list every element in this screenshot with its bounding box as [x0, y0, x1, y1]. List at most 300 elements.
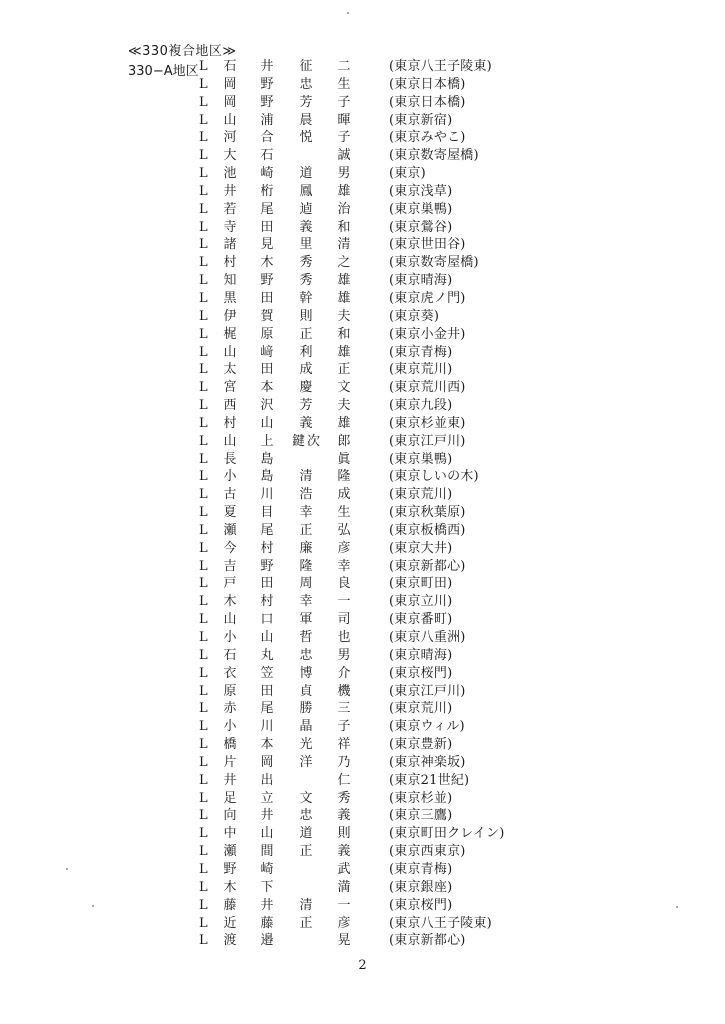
member-name-part: 木 — [260, 255, 274, 271]
member-club: (東京晴海) — [389, 647, 453, 663]
member-club: (東京青梅) — [389, 344, 453, 360]
member-prefix: L — [199, 130, 208, 146]
member-name-part: 上 — [260, 433, 274, 449]
member-name-part: 廉 — [299, 540, 315, 556]
member-name-part: 出 — [260, 772, 274, 788]
member-name-part: 軍 — [299, 612, 315, 628]
member-row — [0, 468, 725, 486]
member-club: (東京江戸川) — [389, 683, 466, 699]
member-club: (東京銀座) — [389, 879, 453, 895]
member-row — [0, 94, 725, 112]
member-name-part: 賀 — [260, 308, 274, 324]
member-name-part: 山 — [223, 433, 237, 449]
member-name-part: 﨑 — [260, 344, 274, 360]
member-row — [0, 700, 725, 718]
member-name-part: 眞 — [337, 451, 351, 467]
member-club: (東京世田谷) — [389, 237, 466, 253]
member-row — [0, 932, 725, 950]
member-name-part: 晃 — [337, 933, 351, 949]
member-name-part: 瀬 — [223, 522, 237, 538]
member-prefix: L — [199, 255, 208, 271]
member-name-part: 瀬 — [223, 844, 237, 860]
member-prefix: L — [199, 844, 208, 860]
member-name-part: 子 — [337, 130, 351, 146]
member-club: (東京秋葉原) — [389, 505, 466, 521]
member-row — [0, 58, 725, 76]
member-name-part: 小 — [223, 630, 237, 645]
member-club: (東京新都心) — [389, 558, 466, 574]
member-name-part: 文 — [337, 380, 351, 396]
member-name-part: 石 — [223, 59, 237, 74]
member-club: (東京荒川) — [389, 362, 453, 378]
member-name-part: 幹 — [299, 290, 315, 306]
member-row — [0, 575, 725, 593]
member-name-part: 太 — [223, 362, 237, 378]
member-prefix: L — [199, 380, 208, 396]
member-name-part: 正 — [299, 915, 315, 931]
member-name-part: 正 — [299, 844, 315, 860]
member-prefix: L — [199, 433, 208, 449]
member-name-part: 鍵次 — [292, 433, 323, 449]
member-name-part: 洋 — [299, 754, 315, 770]
member-name-part: 向 — [223, 808, 237, 824]
member-name-part: 幸 — [299, 505, 315, 521]
member-row — [0, 718, 725, 736]
member-prefix: L — [199, 594, 208, 610]
member-name-part: 小 — [223, 469, 237, 485]
member-name-part: 彦 — [337, 915, 351, 931]
member-name-part: 之 — [337, 255, 351, 271]
member-prefix: L — [199, 469, 208, 485]
member-name-part: 二 — [337, 59, 351, 74]
member-club: (東京九段) — [389, 398, 453, 414]
member-row — [0, 915, 725, 933]
member-row — [0, 112, 725, 130]
member-name-part: 桁 — [260, 183, 274, 199]
member-row — [0, 611, 725, 629]
member-name-part: 尾 — [260, 522, 274, 538]
member-club: (東京日本橋) — [389, 76, 466, 92]
member-row — [0, 415, 725, 433]
member-club: (東京町田) — [389, 576, 453, 592]
member-row — [0, 558, 725, 576]
member-name-part: 渡 — [223, 933, 237, 949]
member-name-part: 一 — [337, 594, 351, 610]
member-club: (東京杉並東) — [389, 415, 466, 431]
member-name-part: 生 — [337, 76, 351, 92]
member-name-part: 橋 — [223, 737, 237, 753]
member-name-part: 祥 — [337, 737, 351, 753]
member-prefix: L — [199, 326, 208, 342]
member-club: (東京浅草) — [389, 183, 453, 199]
member-name-part: 則 — [299, 308, 315, 324]
member-row — [0, 451, 725, 469]
member-row — [0, 129, 725, 147]
member-row — [0, 219, 725, 237]
member-name-part: 良 — [337, 576, 351, 592]
member-name-part: 戸 — [223, 576, 237, 592]
member-row — [0, 433, 725, 451]
member-club: (東京荒川) — [389, 701, 453, 717]
member-row — [0, 825, 725, 843]
member-row — [0, 165, 725, 183]
member-club: (東京青梅) — [389, 861, 453, 877]
member-name-part: 目 — [260, 505, 274, 521]
member-name-part: 義 — [299, 219, 315, 235]
member-name-part: 黒 — [223, 290, 237, 306]
scan-speck — [676, 906, 678, 908]
member-row — [0, 379, 725, 397]
member-prefix: L — [199, 701, 208, 717]
member-club: (東京神楽坂) — [389, 754, 466, 770]
member-name-part: 清 — [337, 237, 351, 253]
member-prefix: L — [199, 59, 208, 74]
member-name-part: 一 — [337, 897, 351, 913]
member-prefix: L — [199, 790, 208, 806]
member-name-part: 崎 — [260, 166, 274, 182]
member-prefix: L — [199, 273, 208, 289]
member-row — [0, 201, 725, 219]
member-name-part: 立 — [260, 790, 274, 806]
member-club: (東京八王子陵東) — [389, 915, 492, 931]
scan-speck — [66, 868, 68, 870]
member-row — [0, 272, 725, 290]
member-name-part: 伊 — [223, 308, 237, 324]
member-row — [0, 183, 725, 201]
member-row — [0, 879, 725, 897]
member-name-part: 近 — [223, 915, 237, 931]
member-name-part: 介 — [337, 665, 351, 681]
member-club: (東京虎ノ門) — [389, 290, 466, 306]
member-name-part: 文 — [299, 790, 315, 806]
member-prefix: L — [199, 201, 208, 217]
member-prefix: L — [199, 112, 208, 128]
member-name-part: 男 — [337, 166, 351, 182]
member-prefix: L — [199, 647, 208, 663]
member-name-part: 誠 — [337, 148, 351, 164]
member-name-part: 中 — [223, 826, 237, 842]
member-name-part: 田 — [260, 576, 274, 592]
member-name-part: 子 — [337, 719, 351, 735]
member-name-part: 山 — [223, 344, 237, 360]
member-club: (東京立川) — [389, 594, 453, 610]
member-name-part: 治 — [337, 201, 351, 217]
member-name-part: 満 — [337, 879, 351, 895]
member-name-part: 里 — [299, 237, 315, 253]
member-club: (東京八重洲) — [389, 630, 466, 645]
member-name-part: 村 — [260, 594, 274, 610]
member-name-part: 逌 — [299, 201, 315, 217]
member-name-part: 悦 — [299, 130, 315, 146]
member-name-part: 山 — [260, 630, 274, 645]
member-row — [0, 236, 725, 254]
member-name-part: 夏 — [223, 505, 237, 521]
member-name-part: 則 — [337, 826, 351, 842]
member-name-part: 忠 — [299, 647, 315, 663]
member-name-part: 井 — [223, 772, 237, 788]
district-label: 330−A地区 — [128, 64, 199, 79]
member-club: (東京番町) — [389, 612, 453, 628]
member-name-part: 島 — [260, 469, 274, 485]
section-heading: ≪330複合地区≫ — [128, 44, 237, 59]
member-row — [0, 754, 725, 772]
member-name-part: 片 — [223, 754, 237, 770]
member-row — [0, 772, 725, 790]
member-row — [0, 486, 725, 504]
member-prefix: L — [199, 308, 208, 324]
member-club: (東京数寄屋橋) — [389, 255, 479, 271]
member-row — [0, 629, 725, 647]
member-row — [0, 593, 725, 611]
member-name-part: 光 — [299, 737, 315, 753]
member-name-part: 梶 — [223, 326, 237, 342]
member-name-part: 原 — [260, 326, 274, 342]
member-prefix: L — [199, 415, 208, 431]
member-name-part: 男 — [337, 647, 351, 663]
member-prefix: L — [199, 612, 208, 628]
member-name-part: 清 — [299, 469, 315, 485]
member-row — [0, 861, 725, 879]
member-club: (東京西東京) — [389, 844, 466, 860]
member-name-part: 諸 — [223, 237, 237, 253]
member-row — [0, 897, 725, 915]
member-prefix: L — [199, 665, 208, 681]
member-name-part: 原 — [223, 683, 237, 699]
member-name-part: 生 — [337, 505, 351, 521]
member-name-part: 田 — [260, 290, 274, 306]
member-prefix: L — [199, 915, 208, 931]
member-name-part: 忠 — [299, 76, 315, 92]
member-name-part: 雄 — [337, 273, 351, 289]
member-name-part: 也 — [337, 630, 351, 645]
member-row — [0, 790, 725, 808]
member-club: (東京新宿) — [389, 112, 453, 128]
member-club: (東京晴海) — [389, 273, 453, 289]
member-club: (東京江戸川) — [389, 433, 466, 449]
member-name-part: 義 — [299, 415, 315, 431]
member-name-part: 島 — [260, 451, 274, 467]
member-name-part: 長 — [223, 451, 237, 467]
member-name-part: 口 — [260, 612, 274, 628]
member-name-part: 鳳 — [299, 183, 315, 199]
member-club: (東京板橋西) — [389, 522, 466, 538]
member-row — [0, 665, 725, 683]
member-name-part: 夫 — [337, 398, 351, 414]
member-name-part: 弘 — [337, 522, 351, 538]
member-name-part: 秀 — [299, 273, 315, 289]
member-club: (東京みやこ) — [389, 130, 466, 146]
member-name-part: 今 — [223, 540, 237, 556]
member-name-part: 下 — [260, 879, 274, 895]
member-name-part: 岡 — [260, 754, 274, 770]
member-prefix: L — [199, 94, 208, 110]
member-name-part: 池 — [223, 166, 237, 182]
member-prefix: L — [199, 737, 208, 753]
member-prefix: L — [199, 861, 208, 877]
member-prefix: L — [199, 879, 208, 895]
member-name-part: 吉 — [223, 558, 237, 574]
member-name-part: 村 — [223, 415, 237, 431]
member-name-part: 浩 — [299, 487, 315, 503]
member-name-part: 子 — [337, 94, 351, 110]
member-prefix: L — [199, 540, 208, 556]
member-name-part: 藤 — [223, 897, 237, 913]
member-name-part: 郎 — [337, 433, 351, 449]
member-name-part: 成 — [337, 487, 351, 503]
member-name-part: 井 — [260, 808, 274, 824]
member-club: (東京巣鴨) — [389, 201, 453, 217]
member-name-part: 彦 — [337, 540, 351, 556]
member-name-part: 義 — [337, 808, 351, 824]
member-list — [0, 58, 725, 950]
member-row — [0, 736, 725, 754]
member-name-part: 博 — [299, 665, 315, 681]
member-club: (東京小金井) — [389, 326, 466, 342]
member-name-part: 山 — [223, 612, 237, 628]
member-row — [0, 683, 725, 701]
member-name-part: 笠 — [260, 665, 274, 681]
member-prefix: L — [199, 76, 208, 92]
member-name-part: 成 — [299, 362, 315, 378]
member-name-part: 芳 — [299, 94, 315, 110]
member-name-part: 道 — [299, 166, 315, 182]
member-name-part: 野 — [223, 861, 237, 877]
member-prefix: L — [199, 933, 208, 949]
member-prefix: L — [199, 148, 208, 164]
member-prefix: L — [199, 237, 208, 253]
member-row — [0, 76, 725, 94]
member-name-part: 宮 — [223, 380, 237, 396]
member-club: (東京八王子陵東) — [389, 59, 492, 74]
member-name-part: 尾 — [260, 701, 274, 717]
member-row — [0, 147, 725, 165]
member-row — [0, 361, 725, 379]
member-name-part: 雄 — [337, 344, 351, 360]
member-name-part: 野 — [260, 94, 274, 110]
member-name-part: 崎 — [260, 861, 274, 877]
member-name-part: 清 — [299, 897, 315, 913]
member-name-part: 雄 — [337, 183, 351, 199]
member-name-part: 岡 — [223, 76, 237, 92]
member-name-part: 井 — [260, 59, 274, 74]
scan-speck — [347, 12, 349, 14]
member-prefix: L — [199, 522, 208, 538]
member-name-part: 暉 — [337, 112, 351, 128]
member-name-part: 藤 — [260, 915, 274, 931]
member-name-part: 田 — [260, 683, 274, 699]
member-name-part: 周 — [299, 576, 315, 592]
member-name-part: 木 — [223, 594, 237, 610]
member-name-part: 村 — [260, 540, 274, 556]
member-name-part: 古 — [223, 487, 237, 503]
member-club: (東京ウィル) — [389, 719, 465, 735]
member-name-part: 和 — [337, 219, 351, 235]
member-row — [0, 254, 725, 272]
member-prefix: L — [199, 754, 208, 770]
member-name-part: 忠 — [299, 808, 315, 824]
member-prefix: L — [199, 362, 208, 378]
member-name-part: 秀 — [299, 255, 315, 271]
member-name-part: 幸 — [299, 594, 315, 610]
member-name-part: 晶 — [299, 719, 315, 735]
member-name-part: 間 — [260, 844, 274, 860]
member-name-part: 隆 — [299, 558, 315, 574]
member-name-part: 義 — [337, 844, 351, 860]
member-prefix: L — [199, 166, 208, 182]
member-name-part: 晨 — [299, 112, 315, 128]
member-club: (東京葵) — [389, 308, 440, 324]
member-name-part: 貞 — [299, 683, 315, 699]
member-club: (東京大井) — [389, 540, 453, 556]
member-prefix: L — [199, 576, 208, 592]
member-prefix: L — [199, 505, 208, 521]
member-row — [0, 843, 725, 861]
member-club: (東京日本橋) — [389, 94, 466, 110]
member-prefix: L — [199, 897, 208, 913]
member-prefix: L — [199, 398, 208, 414]
member-name-part: 岡 — [223, 94, 237, 110]
member-name-part: 足 — [223, 790, 237, 806]
member-name-part: 勝 — [299, 701, 315, 717]
member-club: (東京桜門) — [389, 897, 453, 913]
member-club: (東京21世紀) — [389, 772, 470, 788]
member-prefix: L — [199, 772, 208, 788]
member-prefix: L — [199, 344, 208, 360]
member-prefix: L — [199, 719, 208, 735]
member-club: (東京杉並) — [389, 790, 453, 806]
member-name-part: 村 — [223, 255, 237, 271]
member-row — [0, 540, 725, 558]
member-prefix: L — [199, 183, 208, 199]
member-name-part: 邉 — [260, 933, 274, 949]
member-name-part: 山 — [223, 112, 237, 128]
member-prefix: L — [199, 219, 208, 235]
member-name-part: 三 — [337, 701, 351, 717]
member-club: (東京三鷹) — [389, 808, 453, 824]
member-name-part: 石 — [260, 148, 274, 164]
page-number: 2 — [358, 958, 367, 973]
member-club: (東京鶯谷) — [389, 219, 453, 235]
member-row — [0, 290, 725, 308]
member-row — [0, 308, 725, 326]
member-name-part: 野 — [260, 558, 274, 574]
member-name-part: 芳 — [299, 398, 315, 414]
member-club: (東京豊新) — [389, 737, 453, 753]
member-name-part: 沢 — [260, 398, 274, 414]
member-prefix: L — [199, 451, 208, 467]
member-name-part: 慶 — [299, 380, 315, 396]
member-name-part: 石 — [223, 647, 237, 663]
member-club: (東京数寄屋橋) — [389, 148, 479, 164]
member-name-part: 雄 — [337, 290, 351, 306]
member-name-part: 秀 — [337, 790, 351, 806]
member-name-part: 大 — [223, 148, 237, 164]
member-club: (東京荒川) — [389, 487, 453, 503]
member-name-part: 丸 — [260, 647, 274, 663]
member-name-part: 山 — [260, 415, 274, 431]
member-name-part: 本 — [260, 380, 274, 396]
member-name-part: 機 — [337, 683, 351, 699]
member-name-part: 利 — [299, 344, 315, 360]
member-prefix: L — [199, 826, 208, 842]
member-club: (東京荒川西) — [389, 380, 466, 396]
member-name-part: 野 — [260, 273, 274, 289]
member-prefix: L — [199, 630, 208, 645]
member-name-part: 浦 — [260, 112, 274, 128]
member-club: (東京町田クレイン) — [389, 826, 505, 842]
member-name-part: 西 — [223, 398, 237, 414]
member-name-part: 川 — [260, 487, 274, 503]
